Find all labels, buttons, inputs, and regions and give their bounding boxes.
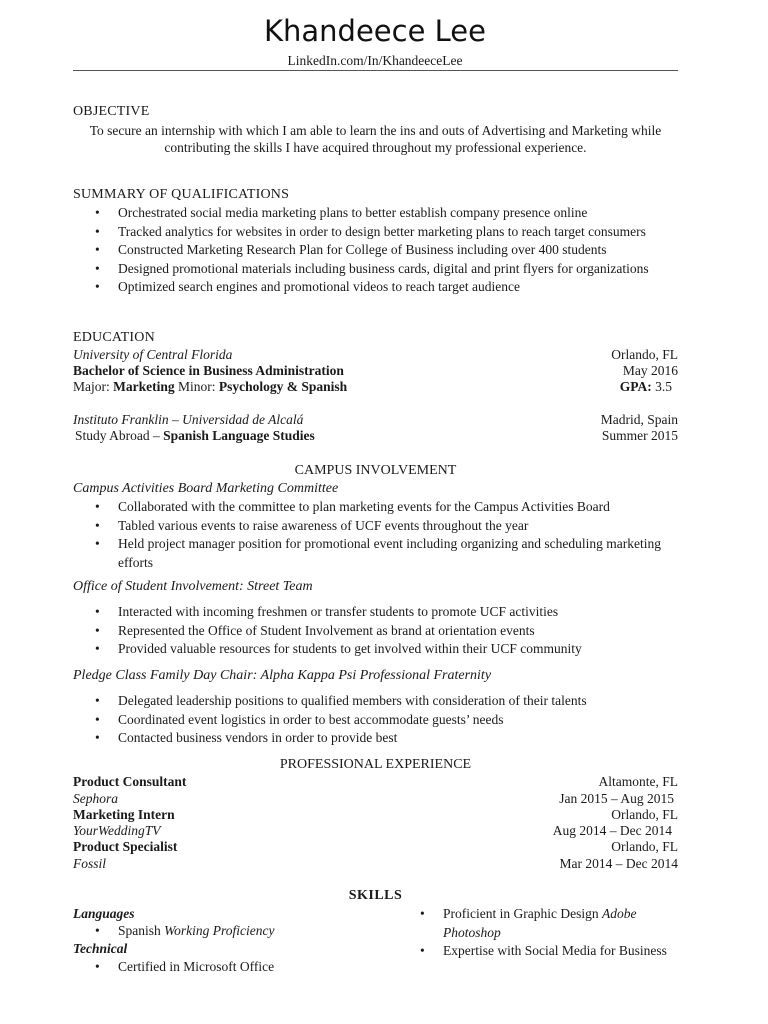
campus-group-list bbox=[73, 603, 683, 659]
major: Marketing bbox=[113, 379, 175, 394]
campus-group-list bbox=[73, 692, 683, 748]
language-level: Working Proficiency bbox=[164, 923, 275, 938]
minor: Psychology & Spanish bbox=[218, 379, 348, 394]
degree: Bachelor of Science in Business Administration bbox=[73, 363, 344, 378]
job-dates: Mar 2014 – Dec 2014 bbox=[559, 856, 678, 871]
campus-group-title: Campus Activities Board Marketing Committee bbox=[73, 481, 339, 496]
summary-list bbox=[73, 204, 693, 297]
study-abroad bbox=[75, 428, 315, 445]
list-item: • Certified in Microsoft Office bbox=[73, 958, 373, 977]
job-title: Marketing Intern bbox=[73, 807, 175, 822]
skills-heading: SKILLS bbox=[348, 888, 403, 903]
gpa-value: 3.5 bbox=[651, 379, 672, 394]
campus-group-list bbox=[73, 498, 683, 572]
linkedin-url[interactable]: LinkedIn.com/In/KhandeeceLee bbox=[287, 53, 463, 68]
job-dates: Jan 2015 – Aug 2015 bbox=[559, 791, 674, 806]
campus-heading: CAMPUS INVOLVEMENT bbox=[294, 463, 457, 478]
language-name: Spanish bbox=[118, 923, 165, 938]
skills-right-list bbox=[398, 905, 688, 961]
major-minor bbox=[73, 379, 347, 396]
objective-text: To secure an internship with which I am able to learn the ins and outs of Advertising and Marketing while contributing the skills I have acquired throughout my professional experience. bbox=[89, 123, 662, 155]
list-item bbox=[73, 922, 373, 941]
list-item: • Delegated leadership positions to qualified members with consideration of their talents bbox=[73, 692, 683, 711]
job-location: Orlando, FL bbox=[611, 839, 678, 854]
abroad-location: Madrid, Spain bbox=[600, 412, 678, 427]
list-item bbox=[398, 905, 688, 942]
skill-software: Adobe Photoshop bbox=[443, 906, 637, 940]
technical-label: Technical bbox=[73, 941, 128, 956]
education-heading: EDUCATION bbox=[73, 330, 155, 345]
abroad-school: Instituto Franklin – Universidad de Alcalá bbox=[73, 412, 304, 427]
job-location: Orlando, FL bbox=[611, 807, 678, 822]
list-item: • Expertise with Social Media for Business bbox=[398, 942, 688, 961]
list-item: • Collaborated with the committee to plan marketing events for the Campus Activities Board bbox=[73, 498, 683, 517]
gpa bbox=[620, 379, 672, 396]
skill-text: Proficient in Graphic Design bbox=[443, 906, 602, 921]
job-company: YourWeddingTV bbox=[73, 823, 161, 838]
technical-list bbox=[73, 958, 373, 977]
list-item: • Provided valuable resources for students to get involved within their UCF community bbox=[73, 640, 683, 659]
list-item: • Tracked analytics for websites in order to design better marketing plans to reach target consumers bbox=[73, 223, 693, 242]
graduation-date: May 2016 bbox=[622, 363, 678, 378]
job-location: Altamonte, FL bbox=[598, 774, 678, 789]
list-item: • Represented the Office of Student Involvement as brand at orientation events bbox=[73, 622, 683, 641]
campus-group-title: Pledge Class Family Day Chair: Alpha Kappa Psi Professional Fraternity bbox=[73, 668, 492, 683]
list-item: • Optimized search engines and promotional videos to reach target audience bbox=[73, 278, 693, 297]
school-location: Orlando, FL bbox=[611, 347, 678, 362]
job-dates: Aug 2014 – Dec 2014 bbox=[552, 823, 672, 838]
list-item: • Orchestrated social media marketing plans to better establish company presence online bbox=[73, 204, 693, 223]
languages-label: Languages bbox=[73, 906, 135, 921]
job-company: Sephora bbox=[73, 791, 118, 806]
campus-group-title: Office of Student Involvement: Street Team bbox=[73, 579, 313, 594]
list-item: • Held project manager position for promotional event including organizing and scheduling marketing efforts bbox=[73, 535, 683, 572]
study-label: Study Abroad – bbox=[75, 428, 164, 443]
resume-name: Khandeece Lee bbox=[264, 14, 486, 48]
job-title: Product Consultant bbox=[73, 774, 187, 789]
objective-heading: OBJECTIVE bbox=[73, 104, 150, 119]
list-item: • Coordinated event logistics in order to best accommodate guests’ needs bbox=[73, 711, 683, 730]
major-label: Major: bbox=[73, 379, 114, 394]
header-divider bbox=[73, 70, 678, 71]
languages-list bbox=[73, 922, 373, 941]
list-item: • Contacted business vendors in order to provide best bbox=[73, 729, 683, 748]
list-item: • Designed promotional materials including business cards, digital and print flyers for organizations bbox=[73, 260, 693, 279]
summary-heading: SUMMARY OF QUALIFICATIONS bbox=[73, 187, 290, 202]
school-name: University of Central Florida bbox=[73, 347, 233, 362]
job-title: Product Specialist bbox=[73, 839, 178, 854]
minor-label: Minor: bbox=[174, 379, 219, 394]
study-program: Spanish Language Studies bbox=[163, 428, 315, 443]
experience-heading: PROFESSIONAL EXPERIENCE bbox=[279, 757, 472, 772]
list-item: • Interacted with incoming freshmen or transfer students to promote UCF activities bbox=[73, 603, 683, 622]
gpa-label: GPA: bbox=[619, 379, 652, 394]
job-company: Fossil bbox=[73, 856, 107, 871]
study-date: Summer 2015 bbox=[601, 428, 678, 443]
list-item: • Constructed Marketing Research Plan for College of Business including over 400 students bbox=[73, 241, 693, 260]
list-item: • Tabled various events to raise awareness of UCF events throughout the year bbox=[73, 517, 683, 536]
